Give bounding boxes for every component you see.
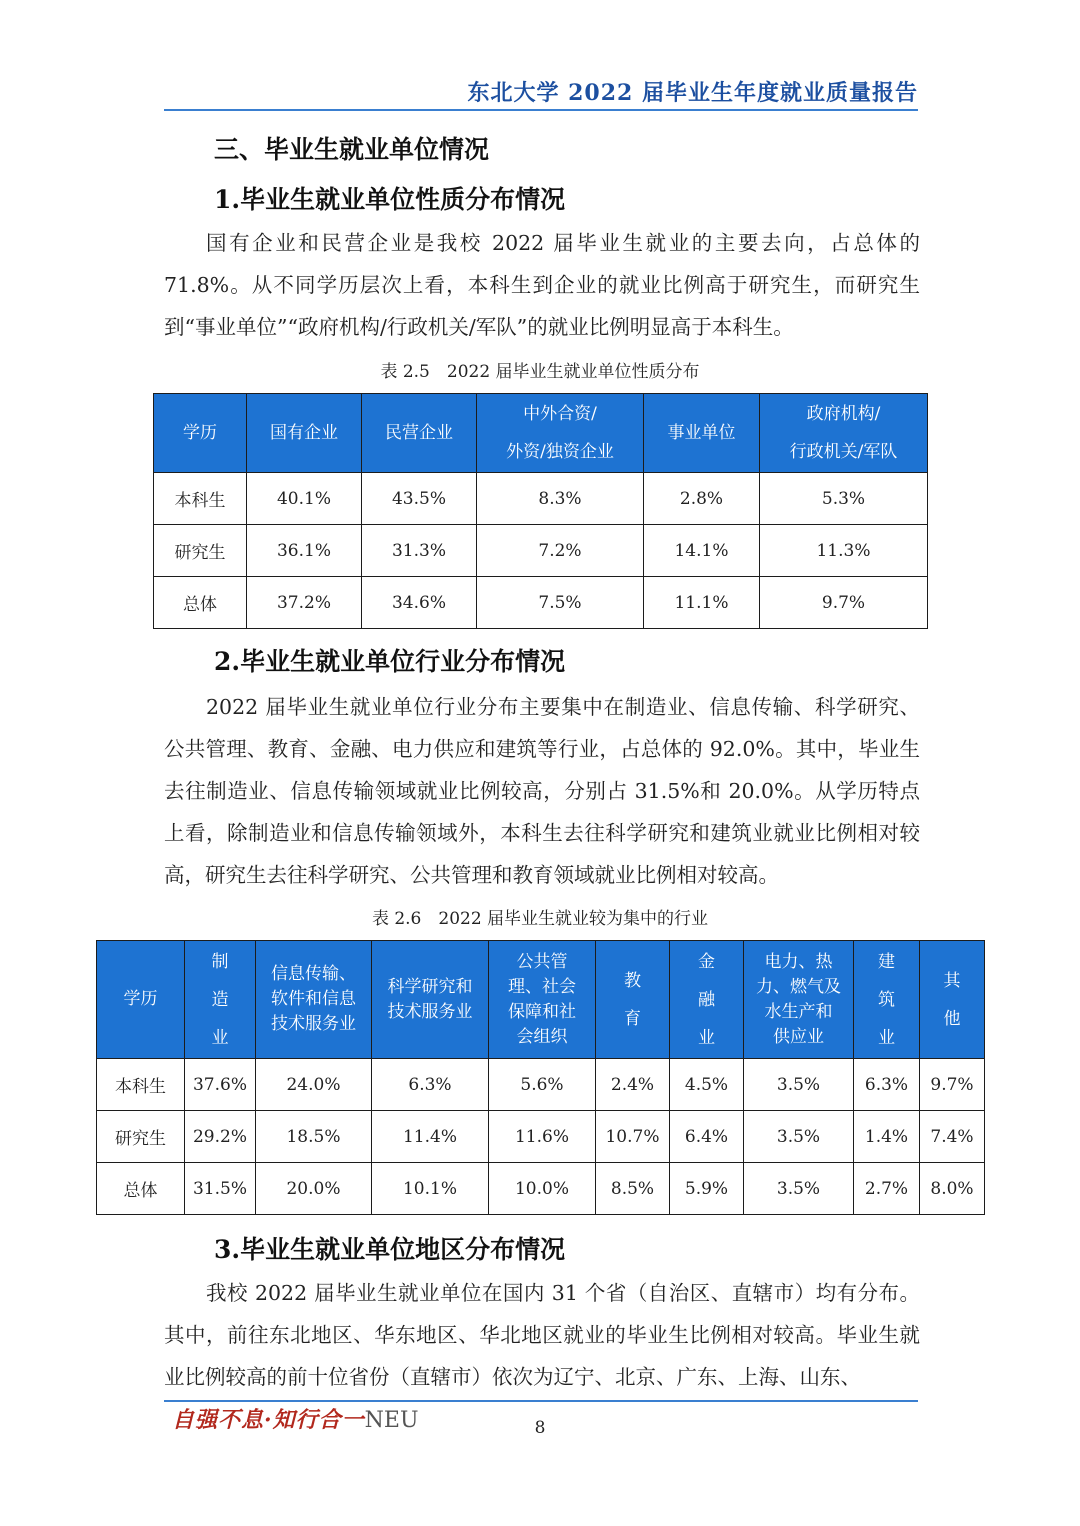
table-cell: 37.6% — [185, 1059, 256, 1111]
table-cell: 43.5% — [362, 473, 477, 525]
footer-divider — [164, 1400, 918, 1402]
table-cell: 11.6% — [489, 1111, 596, 1163]
table-cell: 10.7% — [596, 1111, 670, 1163]
table-2-6 — [96, 940, 985, 1215]
table-row — [97, 1111, 985, 1163]
col-header: 民营企业 — [362, 394, 477, 473]
table-cell: 本科生 — [154, 473, 247, 525]
table-row — [154, 577, 928, 629]
table-cell: 14.1% — [644, 525, 760, 577]
table-cell: 34.6% — [362, 577, 477, 629]
table-2-5-caption: 表 2.5 2022 届毕业生就业单位性质分布 — [380, 362, 700, 382]
paragraph-text: 国有企业和民营企业是我校 2022 届毕业生就业的主要去向，占总体的 71.8%。从不同学历层次上看，本科生到企业的就业比例高于研究生，而研究生到“事业单位”“政府机构/行政机关/军队”的就业比例明显高于本科生。 — [164, 231, 920, 339]
col-header: 事业单位 — [644, 394, 760, 473]
table-cell: 8.3% — [477, 473, 644, 525]
table-cell: 8.5% — [596, 1163, 670, 1215]
page-number: 8 — [534, 1418, 546, 1438]
table-cell: 3.5% — [744, 1111, 854, 1163]
col-header — [920, 941, 985, 1059]
header-label: 金融业 — [698, 951, 715, 1048]
motto-text: 自强不息·知行合一 — [172, 1407, 365, 1433]
table-cell: 总体 — [97, 1163, 185, 1215]
col-header — [854, 941, 920, 1059]
table-cell: 7.2% — [477, 525, 644, 577]
table-cell: 5.3% — [760, 473, 928, 525]
table-cell: 5.6% — [489, 1059, 596, 1111]
col-header — [596, 941, 670, 1059]
table-cell: 本科生 — [97, 1059, 185, 1111]
col-header: 中外合资/ 外资/独资企业 — [477, 394, 644, 473]
col-header: 国有企业 — [247, 394, 362, 473]
table-cell: 36.1% — [247, 525, 362, 577]
header-divider — [164, 109, 918, 111]
table-cell: 9.7% — [920, 1059, 985, 1111]
table-cell: 3.5% — [744, 1059, 854, 1111]
table-row — [154, 473, 928, 525]
paragraph-text: 2022 届毕业生就业单位行业分布主要集中在制造业、信息传输、科学研究、公共管理、教育、金融、电力供应和建筑等行业，占总体的 92.0%。其中，毕业生去往制造业、信息传输领域就业比例较高，分别占 31.5%和 20.0%。从学历特点上看，除制造业和信息传输领域外，本科生去往科学研究和建筑业就业比例相对较高，研究生去往科学研究、公共管理和教育领域就业比例相对较高。 — [164, 695, 920, 887]
subsection-2-heading: 2.毕业生就业单位行业分布情况 — [214, 647, 566, 676]
table-cell: 31.3% — [362, 525, 477, 577]
table-header-row — [97, 941, 985, 1059]
col-header — [185, 941, 256, 1059]
col-header: 学历 — [97, 941, 185, 1059]
col-header: 学历 — [154, 394, 247, 473]
neu-logo-text: NEU — [364, 1408, 419, 1433]
subsection-3-heading: 3.毕业生就业单位地区分布情况 — [214, 1235, 566, 1264]
table-cell: 24.0% — [256, 1059, 372, 1111]
table-cell: 2.8% — [644, 473, 760, 525]
table-cell: 3.5% — [744, 1163, 854, 1215]
table-cell: 9.7% — [760, 577, 928, 629]
table-cell: 20.0% — [256, 1163, 372, 1215]
paragraph-text: 我校 2022 届毕业生就业单位在国内 31 个省（自治区、直辖市）均有分布。其中，前往东北地区、华东地区、华北地区就业的毕业生比例相对较高。毕业生就业比例较高的前十位省份（直辖市）依次为辽宁、北京、广东、上海、山东、 — [164, 1281, 920, 1389]
header-label: 制造业 — [211, 951, 229, 1048]
table-cell: 40.1% — [247, 473, 362, 525]
col-header: 科学研究和 技术服务业 — [372, 941, 489, 1059]
header-label: 建筑业 — [878, 951, 895, 1048]
table-cell: 10.1% — [372, 1163, 489, 1215]
table-cell: 6.4% — [670, 1111, 744, 1163]
table-cell: 11.4% — [372, 1111, 489, 1163]
table-cell: 18.5% — [256, 1111, 372, 1163]
subsection-2-paragraph — [164, 686, 920, 896]
col-header — [670, 941, 744, 1059]
table-row — [154, 525, 928, 577]
table-cell: 8.0% — [920, 1163, 985, 1215]
header-label: 教育 — [624, 970, 641, 1029]
table-cell: 10.0% — [489, 1163, 596, 1215]
col-header: 政府机构/ 行政机关/军队 — [760, 394, 928, 473]
table-cell: 1.4% — [854, 1111, 920, 1163]
subsection-3-paragraph — [164, 1272, 920, 1398]
table-cell: 7.5% — [477, 577, 644, 629]
col-header: 电力、热 力、燃气及 水生产和 供应业 — [744, 941, 854, 1059]
report-header-title: 东北大学 2022 届毕业生年度就业质量报告 — [467, 80, 918, 106]
table-2-6-caption: 表 2.6 2022 届毕业生就业较为集中的行业 — [371, 909, 709, 929]
table-2-5 — [153, 393, 928, 629]
col-header: 信息传输、 软件和信息 技术服务业 — [256, 941, 372, 1059]
section-heading: 三、毕业生就业单位情况 — [214, 135, 490, 164]
table-cell: 4.5% — [670, 1059, 744, 1111]
table-cell: 2.7% — [854, 1163, 920, 1215]
subsection-1-paragraph — [164, 222, 920, 348]
table-cell: 29.2% — [185, 1111, 256, 1163]
subsection-1-heading: 1.毕业生就业单位性质分布情况 — [214, 185, 566, 214]
table-cell: 31.5% — [185, 1163, 256, 1215]
header-label: 其他 — [943, 970, 961, 1029]
col-header: 公共管 理、社会 保障和社 会组织 — [489, 941, 596, 1059]
table-cell: 11.3% — [760, 525, 928, 577]
table-cell: 37.2% — [247, 577, 362, 629]
table-cell: 研究生 — [97, 1111, 185, 1163]
table-row — [97, 1059, 985, 1111]
table-cell: 6.3% — [372, 1059, 489, 1111]
table-cell: 11.1% — [644, 577, 760, 629]
table-cell: 总体 — [154, 577, 247, 629]
table-cell: 研究生 — [154, 525, 247, 577]
table-cell: 6.3% — [854, 1059, 920, 1111]
table-cell: 5.9% — [670, 1163, 744, 1215]
table-header-row — [154, 394, 928, 473]
table-row — [97, 1163, 985, 1215]
table-cell: 2.4% — [596, 1059, 670, 1111]
table-cell: 7.4% — [920, 1111, 985, 1163]
